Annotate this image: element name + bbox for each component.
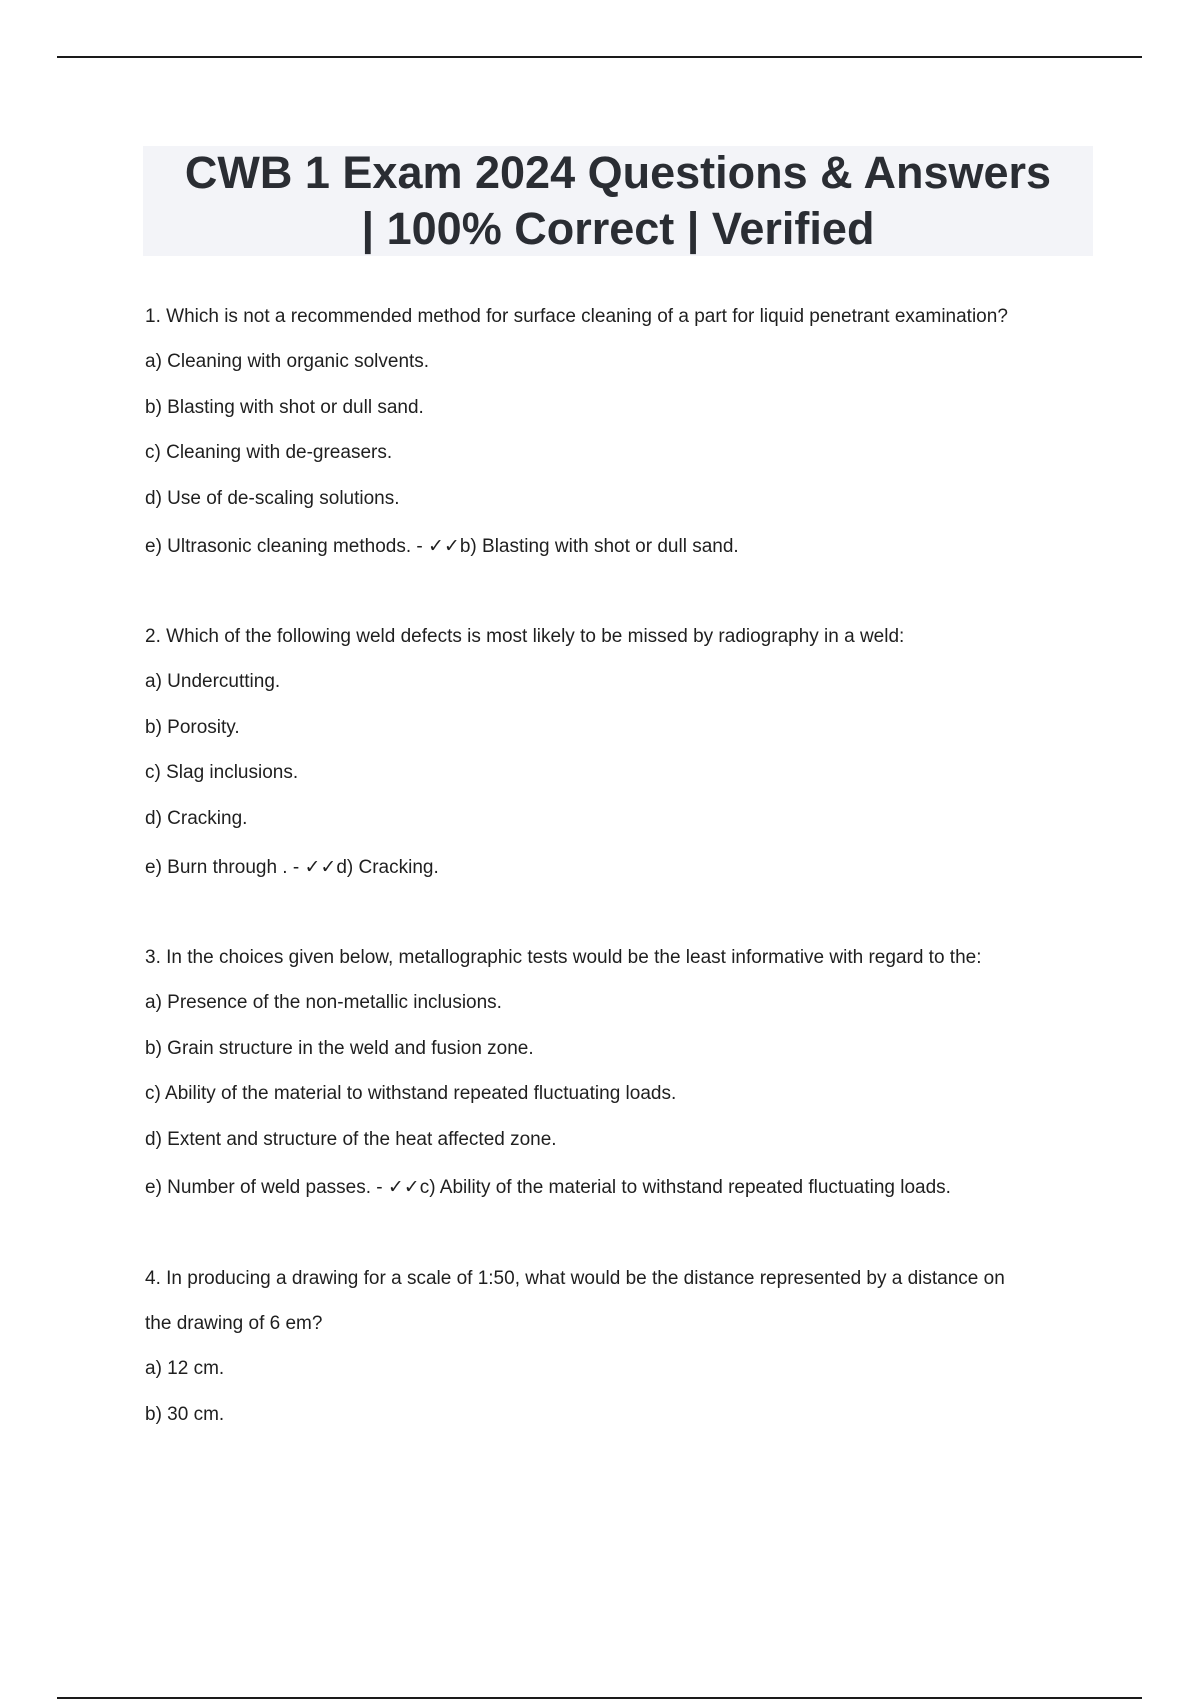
option-e-text: e) Burn through . - xyxy=(145,857,305,878)
option-e-text: e) Number of weld passes. - xyxy=(145,1177,388,1198)
question-number: 4. xyxy=(145,1268,161,1289)
double-check-icon: ✓✓ xyxy=(304,856,337,878)
question-number: 2. xyxy=(145,626,161,647)
question-4-option-b: b) 30 cm. xyxy=(145,1404,225,1425)
question-2-option-a: a) Undercutting. xyxy=(145,671,281,692)
question-number: 3. xyxy=(145,947,161,968)
question-1-option-b: b) Blasting with shot or dull sand. xyxy=(145,397,424,418)
question-3-option-d: d) Extent and structure of the heat affected zone. xyxy=(145,1129,557,1150)
correct-answer: b) Blasting with shot or dull sand. xyxy=(459,536,739,557)
correct-answer: d) Cracking. xyxy=(336,857,439,878)
question-text: Which of the following weld defects is most likely to be missed by radiography in a weld: xyxy=(166,626,905,647)
question-3-option-c: c) Ability of the material to withstand repeated fluctuating loads. xyxy=(145,1083,677,1104)
question-number: 1. xyxy=(145,306,161,327)
double-check-icon: ✓✓ xyxy=(428,535,460,557)
question-4-option-a: a) 12 cm. xyxy=(145,1358,225,1379)
correct-answer: c) Ability of the material to withstand repeated fluctuating loads. xyxy=(419,1177,951,1198)
question-text: Which is not a recommended method for surface cleaning of a part for liquid penetrant examination? xyxy=(166,306,1008,327)
question-2-option-d: d) Cracking. xyxy=(145,808,248,829)
question-2-option-c: c) Slag inclusions. xyxy=(145,762,299,783)
question-3-option-b: b) Grain structure in the weld and fusion zone. xyxy=(145,1038,534,1059)
question-1-option-d: d) Use of de-scaling solutions. xyxy=(145,488,400,509)
header-rule xyxy=(57,56,1142,58)
question-4-text-continued: the drawing of 6 em? xyxy=(145,1313,323,1334)
question-text: In the choices given below, metallographic tests would be the least informative with regard to the: xyxy=(166,947,982,968)
question-1-option-e xyxy=(145,534,739,559)
question-1-option-c: c) Cleaning with de-greasers. xyxy=(145,442,393,463)
question-3-option-e xyxy=(145,1175,951,1200)
question-4 xyxy=(145,1267,1005,1291)
double-check-icon: ✓✓ xyxy=(387,1176,420,1198)
question-text: In producing a drawing for a scale of 1:50, what would be the distance represented by a distance on xyxy=(166,1268,1005,1289)
option-e-text: e) Ultrasonic cleaning methods. - xyxy=(145,536,429,557)
document-title-line-1: CWB 1 Exam 2024 Questions & Answers xyxy=(184,147,1052,198)
question-3 xyxy=(145,946,981,970)
question-1 xyxy=(145,305,1008,329)
footer-rule xyxy=(57,1697,1142,1699)
question-2-option-e xyxy=(145,855,439,880)
question-2-option-b: b) Porosity. xyxy=(145,717,240,738)
document-title-line-2: | 100% Correct | Verified xyxy=(361,203,875,254)
question-2 xyxy=(145,625,904,649)
question-3-option-a: a) Presence of the non-metallic inclusions. xyxy=(145,992,502,1013)
question-1-option-a: a) Cleaning with organic solvents. xyxy=(145,351,430,372)
